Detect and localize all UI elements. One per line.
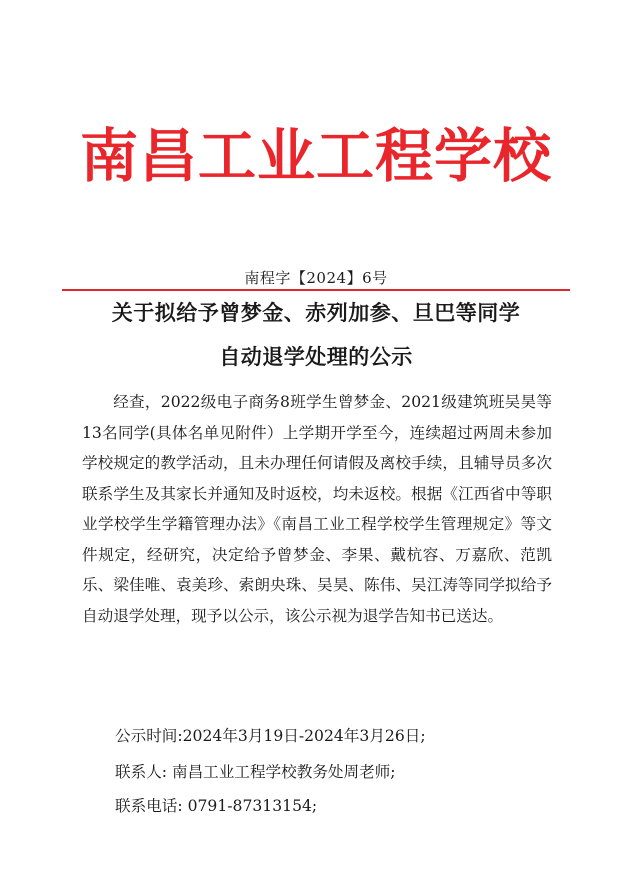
document-number: 南程字【2024】6号 bbox=[244, 269, 388, 287]
contact-person: 联系人: 南昌工业工程学校教务处周老师; bbox=[115, 763, 396, 781]
school-masthead: 南昌工业工程学校 bbox=[79, 122, 552, 190]
notice-body-paragraph: 经查，2022级电子商务8班学生曾梦金、2021级建筑班吴昊等13名同学(具体名单见附件）上学期开学至今，连续超过两周未参加学校规定的教学活动，且未办理任何请假及离校手续，且辅导员多次联系学生及其家长并通知及时返校，均未返校。根据《江西省中等职业学校学生学籍管理办法》《南昌工业工程学校学生管理规定》等文件规定，经研究，决定给予曾梦金、李果、戴杭容、万嘉欣、范凯乐、梁佳唯、袁美珍、索朗央珠、吴昊、陈伟、吴江涛等同学拟给予自动退学处理，现予以公示，该公示视为退学告知书已送达。 bbox=[82, 393, 552, 625]
notice-title-line-1: 关于拟给予曾梦金、赤列加参、旦巴等同学 bbox=[111, 300, 521, 325]
notice-period: 公示时间:2024年3月19日-2024年3月26日; bbox=[115, 727, 426, 745]
notice-title-line-2: 自动退学处理的公示 bbox=[219, 344, 413, 369]
contact-phone: 联系电话: 0791-87313154; bbox=[115, 797, 318, 815]
red-divider-rule bbox=[62, 289, 570, 291]
